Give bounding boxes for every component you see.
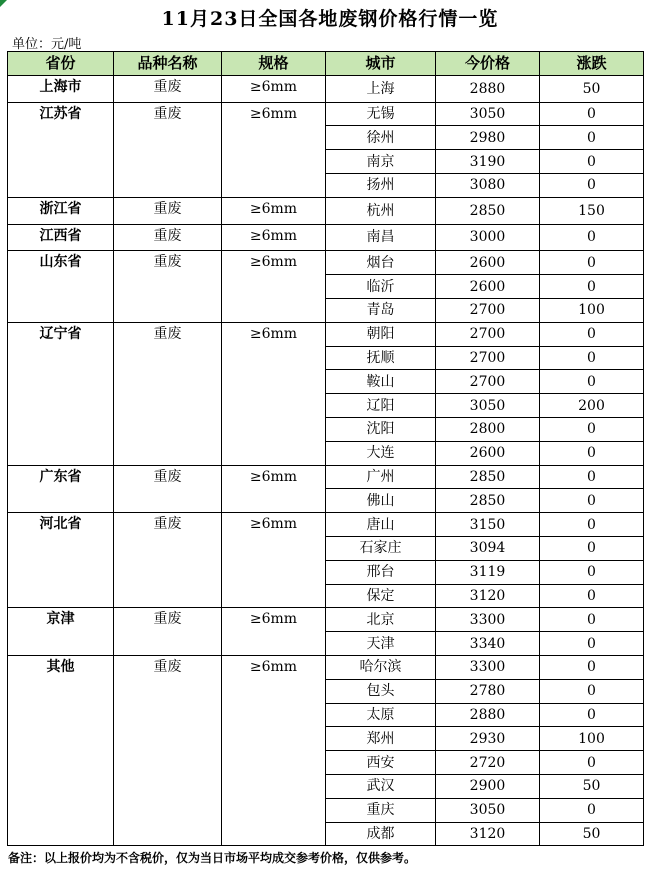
change-cell: 0: [540, 322, 644, 346]
table-row: [8, 224, 644, 251]
price-cell: 3190: [436, 150, 540, 174]
province-cell: 辽宁省: [8, 322, 114, 465]
table-row: [8, 75, 644, 102]
change-cell: 50: [540, 75, 644, 102]
price-cell: 2700: [436, 370, 540, 394]
spec-cell: ≥6mm: [222, 102, 326, 197]
change-cell: 100: [540, 298, 644, 322]
header-spec: 规格: [222, 52, 326, 76]
city-cell: 重庆: [326, 798, 436, 822]
header-price: 今价格: [436, 52, 540, 76]
header-city: 城市: [326, 52, 436, 76]
change-cell: 50: [540, 774, 644, 798]
table-row: [8, 322, 644, 346]
change-cell: 0: [540, 370, 644, 394]
header-change: 涨跌: [540, 52, 644, 76]
price-cell: 2850: [436, 489, 540, 513]
spec-cell: ≥6mm: [222, 655, 326, 845]
city-cell: 烟台: [326, 251, 436, 275]
city-cell: 郑州: [326, 727, 436, 751]
city-cell: 南京: [326, 150, 436, 174]
price-cell: 2600: [436, 251, 540, 275]
unit-label: 单位：元/吨: [12, 37, 82, 52]
change-cell: 0: [540, 417, 644, 441]
table-header-row: [8, 52, 644, 76]
change-cell: 200: [540, 394, 644, 418]
variety-cell: 重废: [114, 102, 222, 197]
city-cell: 邢台: [326, 560, 436, 584]
city-cell: 唐山: [326, 513, 436, 537]
change-cell: 0: [540, 489, 644, 513]
price-cell: 2930: [436, 727, 540, 751]
change-cell: 0: [540, 608, 644, 632]
price-cell: 3050: [436, 798, 540, 822]
table-row: [8, 608, 644, 632]
price-cell: 2700: [436, 298, 540, 322]
variety-cell: 重废: [114, 75, 222, 102]
price-cell: 3120: [436, 822, 540, 846]
city-cell: 杭州: [326, 197, 436, 224]
price-cell: 2980: [436, 126, 540, 150]
spec-cell: ≥6mm: [222, 608, 326, 656]
city-cell: 天津: [326, 632, 436, 656]
city-cell: 保定: [326, 584, 436, 608]
change-cell: 0: [540, 173, 644, 197]
change-cell: 0: [540, 584, 644, 608]
city-cell: 抚顺: [326, 346, 436, 370]
city-cell: 上海: [326, 75, 436, 102]
price-table: [7, 51, 644, 846]
spec-cell: ≥6mm: [222, 513, 326, 608]
price-cell: 3094: [436, 536, 540, 560]
city-cell: 佛山: [326, 489, 436, 513]
price-cell: 2800: [436, 417, 540, 441]
table-body: [8, 75, 644, 846]
city-cell: 石家庄: [326, 536, 436, 560]
price-cell: 2880: [436, 703, 540, 727]
change-cell: 100: [540, 727, 644, 751]
variety-cell: 重废: [114, 513, 222, 608]
price-cell: 3300: [436, 655, 540, 679]
city-cell: 无锡: [326, 102, 436, 126]
city-cell: 北京: [326, 608, 436, 632]
change-cell: 0: [540, 513, 644, 537]
spec-cell: ≥6mm: [222, 197, 326, 224]
price-cell: 2850: [436, 465, 540, 489]
table-row: [8, 102, 644, 126]
variety-cell: 重废: [114, 224, 222, 251]
spec-cell: ≥6mm: [222, 224, 326, 251]
province-cell: 江苏省: [8, 102, 114, 197]
table-row: [8, 251, 644, 275]
city-cell: 青岛: [326, 298, 436, 322]
price-cell: 3340: [436, 632, 540, 656]
table-row: [8, 655, 644, 679]
change-cell: 0: [540, 224, 644, 251]
spec-cell: ≥6mm: [222, 465, 326, 513]
province-cell: 上海市: [8, 75, 114, 102]
city-cell: 扬州: [326, 173, 436, 197]
city-cell: 鞍山: [326, 370, 436, 394]
price-cell: 3150: [436, 513, 540, 537]
province-cell: 山东省: [8, 251, 114, 322]
variety-cell: 重废: [114, 608, 222, 656]
change-cell: 0: [540, 798, 644, 822]
price-cell: 3120: [436, 584, 540, 608]
province-cell: 广东省: [8, 465, 114, 513]
city-cell: 哈尔滨: [326, 655, 436, 679]
change-cell: 0: [540, 102, 644, 126]
change-cell: 0: [540, 679, 644, 703]
variety-cell: 重废: [114, 251, 222, 322]
city-cell: 徐州: [326, 126, 436, 150]
price-cell: 3300: [436, 608, 540, 632]
change-cell: 50: [540, 822, 644, 846]
price-cell: 2900: [436, 774, 540, 798]
price-cell: 2850: [436, 197, 540, 224]
change-cell: 150: [540, 197, 644, 224]
city-cell: 朝阳: [326, 322, 436, 346]
header-variety: 品种名称: [114, 52, 222, 76]
province-cell: 河北省: [8, 513, 114, 608]
province-cell: 其他: [8, 655, 114, 845]
change-cell: 0: [540, 251, 644, 275]
city-cell: 成都: [326, 822, 436, 846]
variety-cell: 重废: [114, 655, 222, 845]
city-cell: 西安: [326, 751, 436, 775]
price-cell: 2720: [436, 751, 540, 775]
price-cell: 3080: [436, 173, 540, 197]
spec-cell: ≥6mm: [222, 75, 326, 102]
city-cell: 临沂: [326, 275, 436, 299]
change-cell: 0: [540, 441, 644, 465]
city-cell: 太原: [326, 703, 436, 727]
price-cell: 2880: [436, 75, 540, 102]
change-cell: 0: [540, 275, 644, 299]
change-cell: 0: [540, 655, 644, 679]
province-cell: 京津: [8, 608, 114, 656]
price-cell: 2600: [436, 441, 540, 465]
price-cell: 3050: [436, 102, 540, 126]
city-cell: 广州: [326, 465, 436, 489]
price-cell: 2700: [436, 322, 540, 346]
table-row: [8, 465, 644, 489]
footnote: 备注：以上报价均为不含税价，仅为当日市场平均成交参考价格，仅供参考。: [8, 851, 417, 865]
spec-cell: ≥6mm: [222, 251, 326, 322]
change-cell: 0: [540, 150, 644, 174]
price-cell: 3000: [436, 224, 540, 251]
variety-cell: 重废: [114, 465, 222, 513]
change-cell: 0: [540, 536, 644, 560]
province-cell: 江西省: [8, 224, 114, 251]
price-cell: 2780: [436, 679, 540, 703]
change-cell: 0: [540, 465, 644, 489]
change-cell: 0: [540, 560, 644, 584]
table-row: [8, 513, 644, 537]
city-cell: 武汉: [326, 774, 436, 798]
table-row: [8, 197, 644, 224]
variety-cell: 重废: [114, 322, 222, 465]
city-cell: 包头: [326, 679, 436, 703]
header-province: 省份: [8, 52, 114, 76]
change-cell: 0: [540, 632, 644, 656]
city-cell: 南昌: [326, 224, 436, 251]
city-cell: 大连: [326, 441, 436, 465]
city-cell: 辽阳: [326, 394, 436, 418]
price-cell: 3119: [436, 560, 540, 584]
change-cell: 0: [540, 346, 644, 370]
city-cell: 沈阳: [326, 417, 436, 441]
change-cell: 0: [540, 126, 644, 150]
spec-cell: ≥6mm: [222, 322, 326, 465]
page-title: 11月23日全国各地废钢价格行情一览: [161, 8, 499, 30]
price-cell: 3050: [436, 394, 540, 418]
price-cell: 2700: [436, 346, 540, 370]
price-cell: 2600: [436, 275, 540, 299]
change-cell: 0: [540, 751, 644, 775]
variety-cell: 重废: [114, 197, 222, 224]
province-cell: 浙江省: [8, 197, 114, 224]
change-cell: 0: [540, 703, 644, 727]
